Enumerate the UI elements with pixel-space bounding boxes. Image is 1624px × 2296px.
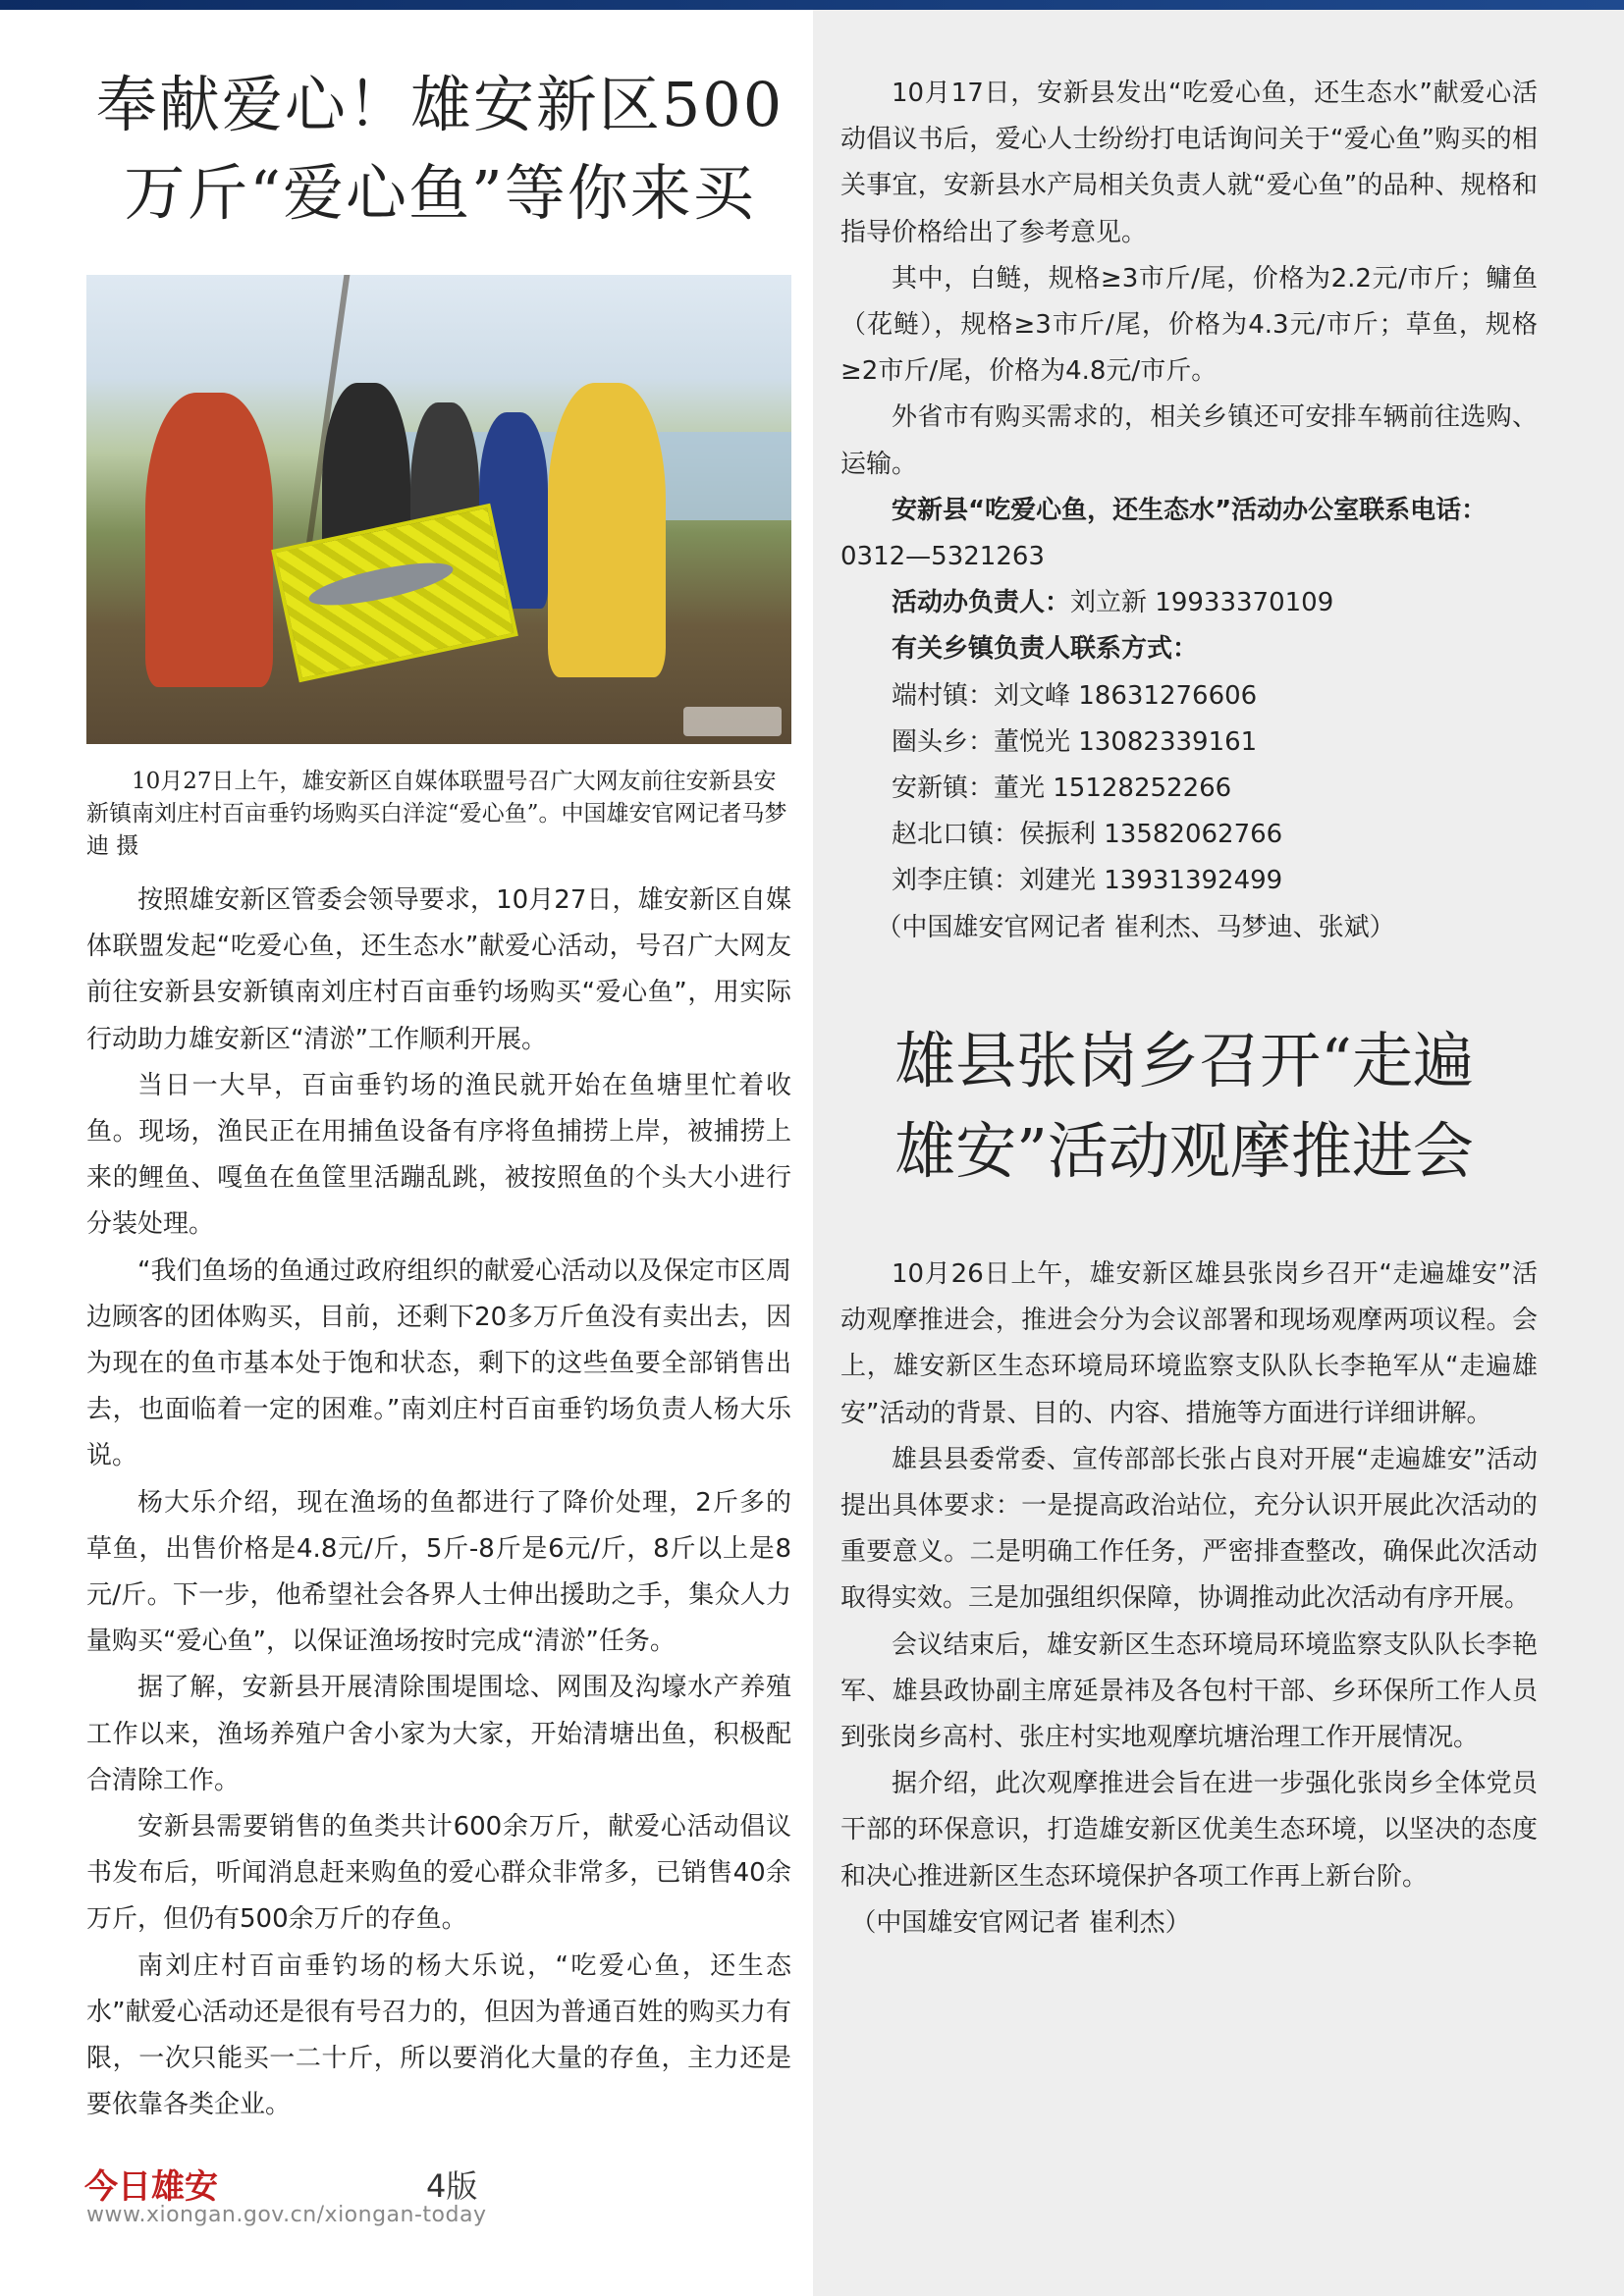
body-paragraph: 雄县县委常委、宣传部部长张占良对开展“走遍雄安”活动提出具体要求：一是提高政治站位，充分认识开展此次活动的重要意义。二是明确工作任务，严密排查整改，确保此次活动取得实效。三是加强组织保障，协调推动此次活动有序开展。 <box>840 1444 1538 1614</box>
photo-caption: 10月27日上午，雄安新区自媒体联盟号召广大网友前往安新县安新镇南刘庄村百亩垂钓场购买白洋淀“爱心鱼”。中国雄安官网记者马梦迪 摄 <box>86 769 787 859</box>
body-paragraph: “我们鱼场的鱼通过政府组织的献爱心活动以及保定市区周边顾客的团体购买，目前，还剩下20多万斤鱼没有卖出去，因为现在的鱼市基本处于饱和状态，剩下的这些鱼要全部销售出去，也面临着一定的困难。”南刘庄村百亩垂钓场负责人杨大乐说。 <box>86 1255 791 1471</box>
body-paragraph: 南刘庄村百亩垂钓场的杨大乐说，“吃爱心鱼，还生态水”献爱心活动还是很有号召力的，但因为普通百姓的购买力有限，一次只能买一二十斤，所以要消化大量的存鱼，主力还是要依靠各类企业。 <box>86 1950 791 2120</box>
leader-label: 活动办负责人： <box>892 588 1071 618</box>
leader-contact <box>840 580 1538 626</box>
town-contact: 赵北口镇：侯振利 13582062766 <box>892 820 1283 850</box>
article-2-headline <box>840 1016 1528 1197</box>
body-paragraph: 会议结束后，雄安新区生态环境局环境监察支队队长李艳军、雄县政协副主席延景祎及各包村干部、乡环保所工作人员到张岗乡高村、张庄村实地观摩坑塘治理工作开展情况。 <box>840 1629 1538 1753</box>
reporter-credit: （中国雄安官网记者 崔利杰） <box>850 1907 1191 1938</box>
body-paragraph: 按照雄安新区管委会领导要求，10月27日，雄安新区自媒体联盟发起“吃爱心鱼，还生态水”献爱心活动，号召广大网友前往安新县安新镇南刘庄村百亩垂钓场购买“爱心鱼”，用实际行动助力雄安新区“清淤”工作顺利开展。 <box>86 885 791 1054</box>
news-photo-fish-basket <box>86 275 791 744</box>
body-paragraph: 外省市有购买需求的，相关乡镇还可安排车辆前往选购、运输。 <box>840 402 1538 479</box>
article-1-body <box>86 878 791 2128</box>
body-paragraph: 杨大乐介绍，现在渔场的鱼都进行了降价处理，2斤多的草鱼，出售价格是4.8元/斤，5斤-8斤是6元/斤，8斤以上是8元/斤。下一步，他希望社会各界人士伸出援助之手，集众人力量购买“爱心鱼”，以保证渔场按时完成“清淤”任务。 <box>86 1487 791 1657</box>
photo-watermark-logo <box>683 707 782 736</box>
town-contact: 圈头乡：董悦光 13082339161 <box>892 726 1258 757</box>
office-phone: 0312—5321263 <box>840 542 1045 572</box>
town-contact: 刘李庄镇：刘建光 13931392499 <box>892 866 1283 896</box>
headline-line-1: 奉献爱心！雄安新区500 <box>95 69 785 140</box>
body-paragraph: 当日一大早，百亩垂钓场的渔民就开始在鱼塘里忙着收鱼。现场，渔民正在用捕鱼设备有序将鱼捕捞上岸，被捕捞上来的鲤鱼、嘎鱼在鱼筐里活蹦乱跳，被按照鱼的个头大小进行分装处理。 <box>86 1070 791 1240</box>
body-paragraph: 其中，白鲢，规格≥3市斤/尾，价格为2.2元/市斤；鳙鱼（花鲢），规格≥3市斤/尾，价格为4.3元/市斤；草鱼，规格≥2市斤/尾，价格为4.8元/市斤。 <box>840 263 1538 387</box>
headline-line-1: 雄县张岗乡召开“走遍 <box>894 1025 1474 1096</box>
body-paragraph: 10月17日，安新县发出“吃爱心鱼，还生态水”献爱心活动倡议书后，爱心人士纷纷打电话询问关于“爱心鱼”购买的相关事宜，安新县水产局相关负责人就“爱心鱼”的品种、规格和指导价格给出了参考意见。 <box>840 79 1538 247</box>
town-contact: 安新镇：董光 15128252266 <box>892 774 1232 804</box>
article-2-body <box>840 1252 1538 1947</box>
headline-line-2: 雄安”活动观摩推进会 <box>894 1115 1474 1187</box>
body-paragraph: 据介绍，此次观摩推进会旨在进一步强化张岗乡全体党员干部的环保意识，打造雄安新区优美生态环境，以坚决的态度和决心推进新区生态环境保护各项工作再上新台阶。 <box>840 1769 1538 1892</box>
article-1-continued <box>840 71 1538 951</box>
footer-url: www.xiongan.gov.cn/xiongan-today <box>86 2203 487 2227</box>
reporter-credit: （中国雄安官网记者 崔利杰、马梦迪、张斌） <box>876 912 1395 942</box>
article-1-headline <box>77 61 803 238</box>
leader-value: 刘立新 19933370109 <box>1070 588 1334 618</box>
town-contact: 端村镇：刘文峰 18631276606 <box>892 680 1258 711</box>
newspaper-logo: 今日雄安 <box>84 2167 218 2207</box>
headline-line-2: 万斤“爱心鱼”等你来买 <box>124 157 756 229</box>
body-paragraph: 据了解，安新县开展清除围堤围埝、网围及沟壕水产养殖工作以来，渔场养殖户舍小家为大家，开始清塘出鱼，积极配合清除工作。 <box>86 1673 791 1795</box>
towns-label: 有关乡镇负责人联系方式： <box>892 634 1199 665</box>
body-paragraph: 10月26日上午，雄安新区雄县张岗乡召开“走遍雄安”活动观摩推进会，推进会分为会议部署和现场观摩两项议程。会上，雄安新区生态环境局环境监察支队队长李艳军从“走遍雄安”活动的背景、目的、内容、措施等方面进行详细讲解。 <box>840 1259 1538 1428</box>
top-banner-bar <box>0 0 1624 10</box>
page-number: 4版 <box>426 2167 478 2205</box>
office-contact-label: 安新县“吃爱心鱼，还生态水”活动办公室联系电话： <box>892 495 1488 525</box>
body-paragraph: 安新县需要销售的鱼类共计600余万斤，献爱心活动倡议书发布后，听闻消息赶来购鱼的爱心群众非常多，已销售40余万斤，但仍有500余万斤的存鱼。 <box>86 1812 791 1935</box>
